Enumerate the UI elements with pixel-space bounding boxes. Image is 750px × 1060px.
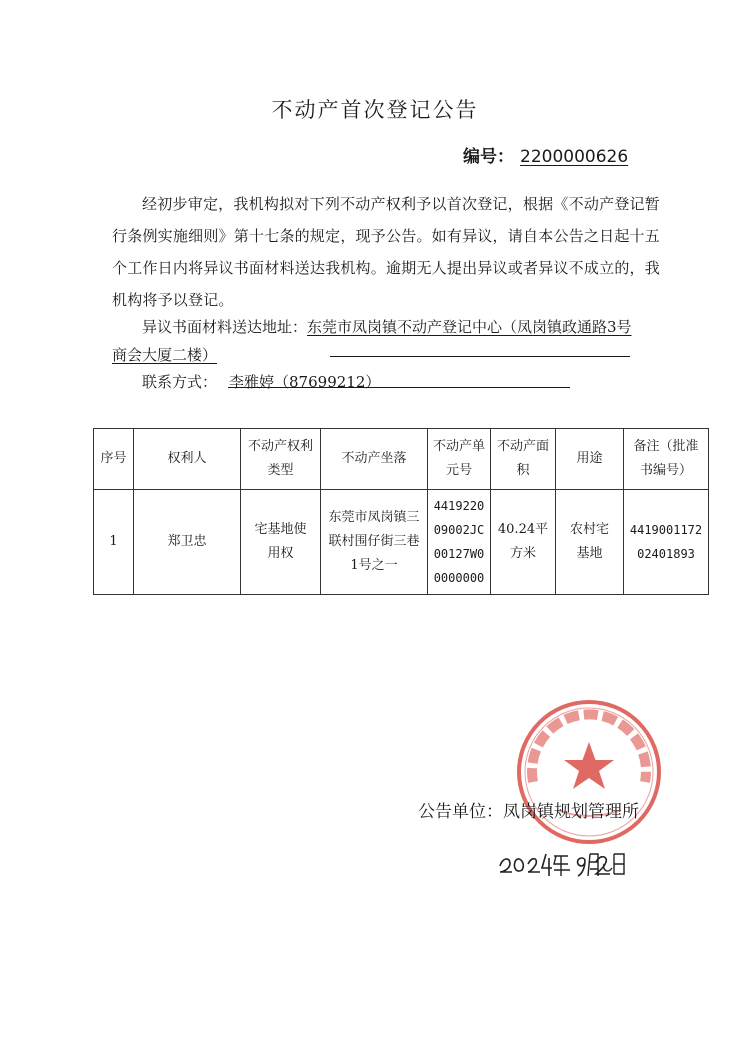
- table-header-row: [94, 429, 709, 490]
- address-underline: [330, 356, 630, 357]
- property-usage: [556, 490, 624, 595]
- header-cell: [241, 429, 321, 490]
- issuer-label: 公告单位：: [418, 802, 503, 822]
- property-area: [491, 490, 556, 595]
- contact-underline: [228, 387, 570, 388]
- objection-address-label: 异议书面材料送达地址：: [142, 318, 308, 336]
- header-cell-text: 备注（批准书编号）: [633, 439, 699, 478]
- row-index: 1: [94, 490, 134, 595]
- document-title: 不动产首次登记公告: [271, 98, 479, 122]
- objection-address-value: 东莞市凤岗镇不动产登记中心（凤岗镇政通路3号商会大厦二楼）: [112, 318, 632, 364]
- right-holder: 郑卫忠: [134, 490, 241, 595]
- right-type: [241, 490, 321, 595]
- official-seal-stamp: [515, 698, 663, 846]
- approval-number: [624, 490, 709, 595]
- header-cell: 不动产坐落: [321, 429, 428, 490]
- property-location-text: 东莞市凤岗镇三联村围仔街三巷1号之一: [328, 510, 420, 573]
- property-area-text: 40.24平方米: [497, 522, 549, 561]
- contact-info: [142, 368, 380, 396]
- serial-label: 编号：: [463, 147, 514, 167]
- serial-value: 2200000626: [520, 147, 629, 167]
- registration-table: [93, 428, 709, 595]
- issuer-line: [418, 797, 639, 822]
- property-usage-text: 农村宅基地: [569, 522, 609, 561]
- unit-number: [428, 490, 491, 595]
- notice-body: 经初步审定，我机构拟对下列不动产权利予以首次登记，根据《不动产登记暂行条例实施细则》第十七条的规定，现予公告。如有异议，请自本公告之日起十五个工作日内将异议书面材料送达我机构。逾期无人提出异议或者异议不成立的，我机构将予以登记。: [112, 195, 660, 309]
- issuer-name: 凤岗镇规划管理所: [503, 802, 639, 822]
- right-type-text: 宅基地使用权: [254, 522, 307, 561]
- handwritten-date-signature: [496, 842, 626, 878]
- header-cell: [491, 429, 556, 490]
- approval-number-text: 441900117202401893: [629, 523, 703, 561]
- header-cell: [624, 429, 709, 490]
- contact-label: 联系方式：: [142, 373, 218, 391]
- contact-value: 李雅婷（87699212）: [229, 373, 381, 391]
- header-cell: [428, 429, 491, 490]
- objection-address: [112, 313, 632, 369]
- table-row: [94, 490, 709, 595]
- header-cell: 序号: [94, 429, 134, 490]
- unit-number-text: 441922009002JC00127W00000000: [433, 499, 485, 585]
- header-cell: 权利人: [134, 429, 241, 490]
- header-cell-text: 不动产单元号: [432, 439, 485, 478]
- header-cell-text: 不动产面积: [496, 439, 549, 478]
- property-location: [321, 490, 428, 595]
- header-cell: 用途: [556, 429, 624, 490]
- serial-number: [463, 142, 628, 167]
- header-cell-text: 不动产权利类型: [247, 439, 313, 478]
